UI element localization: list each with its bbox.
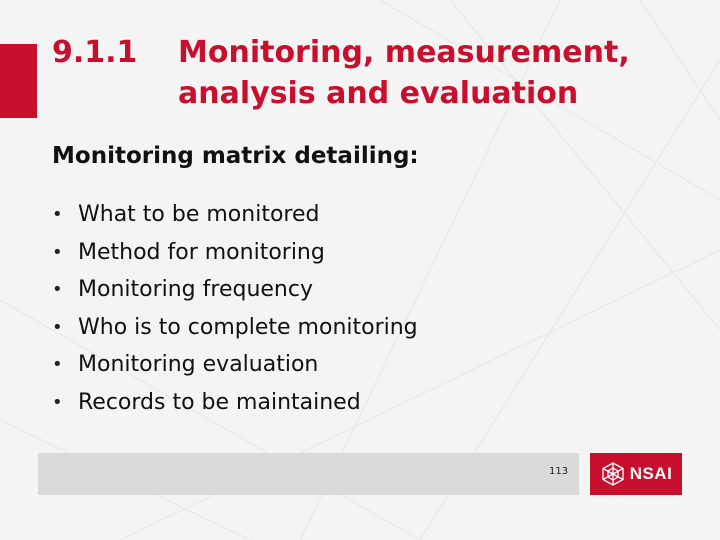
- slide-title: [52, 32, 630, 114]
- slide-subtitle: Monitoring matrix detailing:: [52, 143, 419, 169]
- bullet-item: • Monitoring evaluation: [52, 346, 418, 384]
- footer-bar: [38, 453, 579, 495]
- logo-text: NSAI: [629, 464, 673, 483]
- bullet-item: • Monitoring frequency: [52, 271, 418, 309]
- bullet-item: • Who is to complete monitoring: [52, 309, 418, 347]
- title-line-1: Monitoring, measurement,: [178, 35, 630, 70]
- nsai-emblem-icon: [600, 461, 626, 487]
- bullet-list: [52, 196, 418, 421]
- bullet-item: • Method for monitoring: [52, 234, 418, 272]
- bullet-item: • Records to be maintained: [52, 384, 418, 422]
- title-accent-bar: [0, 44, 37, 118]
- bullet-item: • What to be monitored: [52, 196, 418, 234]
- page-number: 113: [549, 466, 569, 477]
- title-line-2: analysis and evaluation: [178, 76, 579, 111]
- nsai-logo: [590, 453, 682, 495]
- title-section-number: 9.1.1: [52, 35, 138, 70]
